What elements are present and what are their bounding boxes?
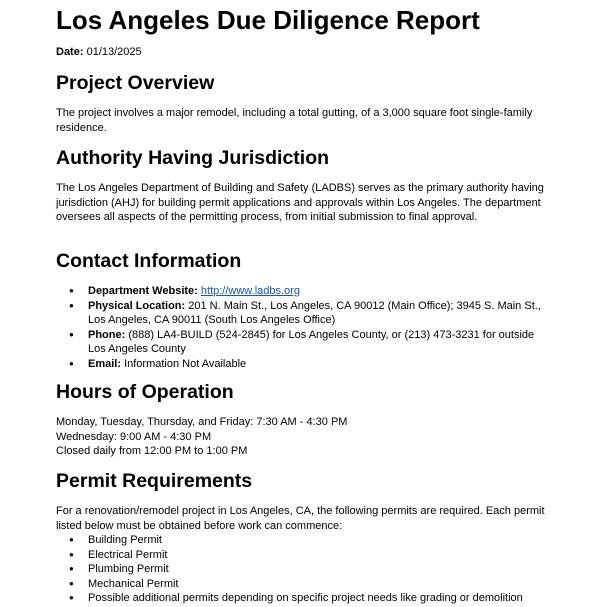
list-item: ● Possible additional permits depending on specific project needs like grading or demolition	[56, 591, 550, 606]
ahj-text: The Los Angeles Department of Building and Safety (LADBS) serves as the primary authority having jurisdiction (AHJ) for building permit applications and approvals within Los Angeles. The department oversees all aspects of the permitting process, from initial submission to final approval.	[56, 182, 544, 223]
list-item: ● Mechanical Permit	[56, 577, 550, 592]
list-item	[56, 357, 550, 372]
website-link[interactable]: http://www.ladbs.org	[200, 285, 300, 297]
website-label: Department Website:	[88, 285, 198, 297]
section-heading-hours: Hours of Operation	[56, 381, 234, 403]
date-line	[56, 45, 550, 60]
permits-intro: For a renovation/remodel project in Los Angeles, CA, the following permits are required. Each permit listed below must be obtained before work can commence:	[56, 505, 545, 532]
section-heading-overview: Project Overview	[56, 72, 215, 94]
permits-list	[56, 533, 550, 606]
list-item: ● Building Permit	[56, 533, 550, 548]
date-value: 01/13/2025	[86, 46, 142, 58]
hours-line: Wednesday: 9:00 AM - 4:30 PM	[56, 430, 212, 443]
location-label: Physical Location:	[88, 299, 186, 312]
hours-line: Monday, Tuesday, Thursday, and Friday: 7:30 AM - 4:30 PM	[56, 416, 348, 428]
date-label: Date:	[56, 46, 84, 58]
hours-line: Closed daily from 12:00 PM to 1:00 PM	[56, 445, 248, 457]
list-item	[56, 284, 550, 299]
list-item: ● Electrical Permit	[56, 548, 550, 563]
list-item: ● Plumbing Permit	[56, 562, 550, 577]
phone-label: Phone:	[88, 328, 126, 341]
overview-text: The project involves a major remodel, including a total gutting, of a 3,000 square foot single-family residence.	[56, 107, 533, 134]
section-heading-ahj: Authority Having Jurisdiction	[56, 147, 330, 169]
email-value: Information Not Available	[124, 357, 247, 370]
contact-list	[56, 284, 550, 371]
list-item	[56, 328, 550, 357]
section-heading-contact: Contact Information	[56, 250, 242, 272]
section-heading-permits: Permit Requirements	[56, 470, 253, 492]
phone-value: (888) LA4-BUILD (524-2845) for Los Angeles County, or (213) 473-3231 for outside Los Angeles County	[88, 328, 535, 355]
list-item	[56, 299, 550, 328]
document-title: Los Angeles Due Diligence Report	[56, 5, 480, 35]
email-label: Email:	[88, 357, 122, 370]
location-value: 201 N. Main St., Los Angeles, CA 90012 (Main Office); 3945 S. Main St., Los Angeles, CA 90011 (South Los Angeles Office)	[88, 299, 541, 326]
